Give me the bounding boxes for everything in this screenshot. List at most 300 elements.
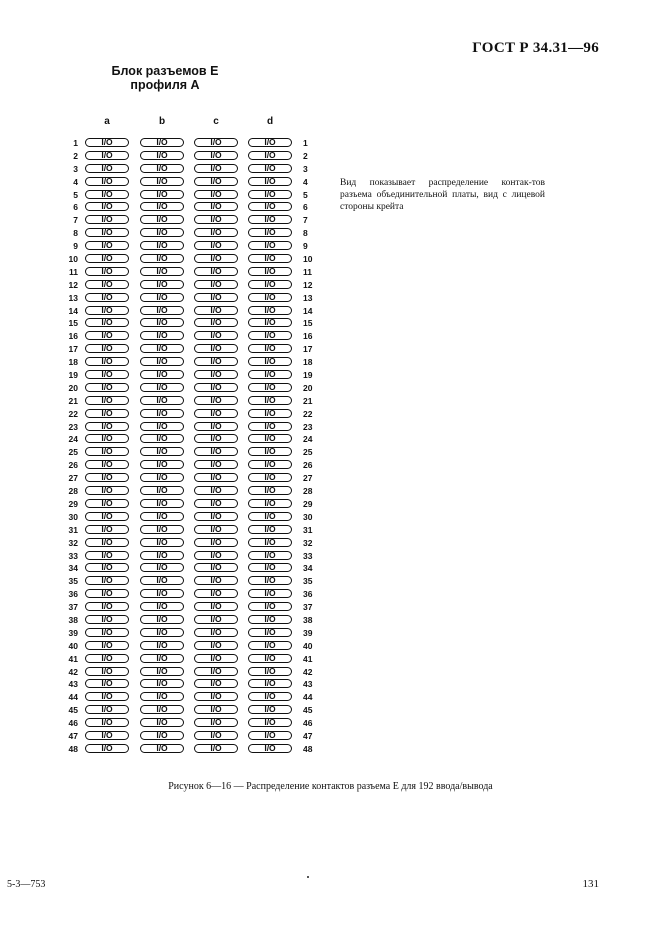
pin-a: I/O	[85, 551, 129, 560]
view-note: Вид показывает распределение контак-тов разъема объединительной платы, вид с лицевой стороны крейта	[340, 178, 545, 212]
pin-b: I/O	[140, 370, 184, 379]
pin-d: I/O	[248, 615, 292, 624]
row-number-left: 32	[68, 537, 78, 548]
pin-row	[0, 382, 661, 395]
pin-c: I/O	[194, 473, 238, 482]
row-number-left: 21	[68, 395, 78, 406]
block-title-line1: Блок разъемов E	[111, 64, 219, 78]
standard-code: ГОСТ Р 34.31—96	[472, 40, 599, 56]
pin-d: I/O	[248, 551, 292, 560]
pin-a: I/O	[85, 357, 129, 366]
row-number-right: 4	[303, 176, 308, 187]
row-number-left: 26	[68, 460, 78, 471]
connector-block-title	[90, 64, 240, 92]
pin-c: I/O	[194, 422, 238, 431]
pin-row	[0, 150, 661, 163]
pin-d: I/O	[248, 667, 292, 676]
pin-b: I/O	[140, 447, 184, 456]
pin-c: I/O	[194, 718, 238, 727]
pin-assignment-grid	[0, 137, 661, 756]
row-number-left: 7	[73, 215, 78, 226]
pin-a: I/O	[85, 280, 129, 289]
pin-row	[0, 201, 661, 214]
pin-d: I/O	[248, 744, 292, 753]
row-number-left: 3	[73, 163, 78, 174]
pin-b: I/O	[140, 138, 184, 147]
pin-d: I/O	[248, 447, 292, 456]
row-number-right: 29	[303, 498, 313, 509]
row-number-left: 4	[73, 176, 78, 187]
pin-a: I/O	[85, 615, 129, 624]
pin-b: I/O	[140, 486, 184, 495]
pin-c: I/O	[194, 563, 238, 572]
pin-c: I/O	[194, 551, 238, 560]
pin-b: I/O	[140, 164, 184, 173]
row-number-left: 18	[68, 357, 78, 368]
pin-c: I/O	[194, 615, 238, 624]
pin-d: I/O	[248, 731, 292, 740]
row-number-right: 31	[303, 524, 313, 535]
pin-c: I/O	[194, 744, 238, 753]
pin-d: I/O	[248, 589, 292, 598]
pin-row	[0, 266, 661, 279]
row-number-right: 8	[303, 228, 308, 239]
row-number-left: 10	[68, 254, 78, 265]
pin-row	[0, 227, 661, 240]
pin-b: I/O	[140, 563, 184, 572]
row-number-right: 47	[303, 730, 313, 741]
pin-c: I/O	[194, 331, 238, 340]
row-number-left: 14	[68, 305, 78, 316]
row-number-right: 20	[303, 382, 313, 393]
pin-a: I/O	[85, 718, 129, 727]
pin-d: I/O	[248, 267, 292, 276]
pin-a: I/O	[85, 499, 129, 508]
pin-row	[0, 343, 661, 356]
row-number-left: 19	[68, 370, 78, 381]
pin-row	[0, 279, 661, 292]
pin-b: I/O	[140, 628, 184, 637]
pin-row	[0, 717, 661, 730]
pin-d: I/O	[248, 718, 292, 727]
pin-row	[0, 253, 661, 266]
pin-row	[0, 550, 661, 563]
pin-d: I/O	[248, 177, 292, 186]
pin-d: I/O	[248, 705, 292, 714]
pin-row	[0, 317, 661, 330]
pin-a: I/O	[85, 370, 129, 379]
pin-d: I/O	[248, 628, 292, 637]
pin-c: I/O	[194, 164, 238, 173]
pin-row	[0, 137, 661, 150]
pin-a: I/O	[85, 228, 129, 237]
pin-b: I/O	[140, 190, 184, 199]
pin-b: I/O	[140, 679, 184, 688]
pin-row	[0, 446, 661, 459]
pin-row	[0, 588, 661, 601]
row-number-right: 10	[303, 254, 313, 265]
row-number-left: 12	[68, 279, 78, 290]
pin-c: I/O	[194, 370, 238, 379]
pin-b: I/O	[140, 667, 184, 676]
row-number-left: 16	[68, 331, 78, 342]
speck-mark	[307, 876, 309, 878]
row-number-left: 25	[68, 447, 78, 458]
pin-b: I/O	[140, 460, 184, 469]
pin-row	[0, 395, 661, 408]
pin-row	[0, 498, 661, 511]
row-number-left: 42	[68, 666, 78, 677]
pin-a: I/O	[85, 151, 129, 160]
row-number-left: 15	[68, 318, 78, 329]
row-number-left: 33	[68, 550, 78, 561]
row-number-right: 34	[303, 563, 313, 574]
row-number-right: 1	[303, 138, 308, 148]
column-header-c: c	[213, 116, 219, 127]
row-number-right: 30	[303, 511, 313, 522]
pin-b: I/O	[140, 434, 184, 443]
pin-a: I/O	[85, 654, 129, 663]
row-number-left: 28	[68, 486, 78, 497]
pin-a: I/O	[85, 267, 129, 276]
pin-c: I/O	[194, 293, 238, 302]
pin-a: I/O	[85, 331, 129, 340]
row-number-left: 13	[68, 292, 78, 303]
pin-c: I/O	[194, 447, 238, 456]
pin-a: I/O	[85, 512, 129, 521]
pin-b: I/O	[140, 151, 184, 160]
row-number-right: 24	[303, 434, 313, 445]
pin-c: I/O	[194, 190, 238, 199]
row-number-right: 28	[303, 486, 313, 497]
pin-b: I/O	[140, 409, 184, 418]
pin-a: I/O	[85, 215, 129, 224]
pin-a: I/O	[85, 241, 129, 250]
row-number-right: 26	[303, 460, 313, 471]
row-number-left: 37	[68, 602, 78, 613]
pin-c: I/O	[194, 177, 238, 186]
row-number-right: 2	[303, 150, 308, 161]
row-number-right: 43	[303, 679, 313, 690]
row-number-right: 9	[303, 241, 308, 252]
pin-c: I/O	[194, 280, 238, 289]
pin-a: I/O	[85, 434, 129, 443]
row-number-left: 38	[68, 614, 78, 625]
pin-b: I/O	[140, 254, 184, 263]
row-number-right: 35	[303, 576, 313, 587]
pin-row	[0, 292, 661, 305]
row-number-left: 20	[68, 382, 78, 393]
pin-a: I/O	[85, 705, 129, 714]
pin-c: I/O	[194, 641, 238, 650]
pin-c: I/O	[194, 679, 238, 688]
pin-b: I/O	[140, 383, 184, 392]
pin-row	[0, 653, 661, 666]
pin-d: I/O	[248, 370, 292, 379]
pin-b: I/O	[140, 215, 184, 224]
pin-c: I/O	[194, 731, 238, 740]
pin-a: I/O	[85, 293, 129, 302]
pin-a: I/O	[85, 344, 129, 353]
row-number-left: 39	[68, 627, 78, 638]
row-number-left: 8	[73, 228, 78, 239]
pin-b: I/O	[140, 473, 184, 482]
pin-d: I/O	[248, 538, 292, 547]
pin-row	[0, 666, 661, 679]
row-number-right: 23	[303, 421, 313, 432]
pin-c: I/O	[194, 357, 238, 366]
pin-d: I/O	[248, 409, 292, 418]
pin-d: I/O	[248, 151, 292, 160]
pin-c: I/O	[194, 654, 238, 663]
row-number-right: 27	[303, 473, 313, 484]
pin-d: I/O	[248, 306, 292, 315]
pin-c: I/O	[194, 460, 238, 469]
pin-d: I/O	[248, 344, 292, 353]
pin-row	[0, 562, 661, 575]
pin-a: I/O	[85, 679, 129, 688]
pin-row	[0, 485, 661, 498]
pin-b: I/O	[140, 306, 184, 315]
pin-row	[0, 704, 661, 717]
pin-b: I/O	[140, 525, 184, 534]
pin-c: I/O	[194, 499, 238, 508]
pin-a: I/O	[85, 383, 129, 392]
pin-c: I/O	[194, 538, 238, 547]
pin-d: I/O	[248, 228, 292, 237]
pin-d: I/O	[248, 473, 292, 482]
pin-a: I/O	[85, 447, 129, 456]
row-number-left: 43	[68, 679, 78, 690]
pin-b: I/O	[140, 705, 184, 714]
pin-a: I/O	[85, 589, 129, 598]
column-headers	[0, 116, 661, 130]
pin-c: I/O	[194, 202, 238, 211]
column-header-a: a	[104, 116, 110, 127]
pin-d: I/O	[248, 331, 292, 340]
row-number-left: 31	[68, 524, 78, 535]
pin-d: I/O	[248, 254, 292, 263]
pin-b: I/O	[140, 202, 184, 211]
pin-c: I/O	[194, 667, 238, 676]
pin-c: I/O	[194, 344, 238, 353]
pin-b: I/O	[140, 589, 184, 598]
pin-row	[0, 214, 661, 227]
row-number-right: 18	[303, 357, 313, 368]
row-number-right: 25	[303, 447, 313, 458]
row-number-right: 16	[303, 331, 313, 342]
pin-row	[0, 369, 661, 382]
row-number-right: 45	[303, 705, 313, 716]
row-number-left: 9	[73, 241, 78, 252]
row-number-left: 27	[68, 473, 78, 484]
pin-row	[0, 743, 661, 756]
pin-c: I/O	[194, 525, 238, 534]
pin-c: I/O	[194, 138, 238, 147]
pin-a: I/O	[85, 318, 129, 327]
pin-d: I/O	[248, 486, 292, 495]
pin-b: I/O	[140, 718, 184, 727]
row-number-right: 48	[303, 743, 313, 754]
row-number-left: 47	[68, 730, 78, 741]
pin-a: I/O	[85, 460, 129, 469]
pin-row	[0, 678, 661, 691]
row-number-right: 15	[303, 318, 313, 329]
pin-b: I/O	[140, 422, 184, 431]
row-number-left: 11	[69, 266, 78, 277]
pin-row	[0, 640, 661, 653]
pin-a: I/O	[85, 177, 129, 186]
row-number-right: 32	[303, 537, 313, 548]
pin-b: I/O	[140, 177, 184, 186]
row-number-right: 22	[303, 408, 313, 419]
pin-row	[0, 730, 661, 743]
row-number-left: 24	[68, 434, 78, 445]
row-number-left: 30	[68, 511, 78, 522]
pin-a: I/O	[85, 202, 129, 211]
pin-c: I/O	[194, 512, 238, 521]
pin-row	[0, 691, 661, 704]
row-number-left: 40	[68, 640, 78, 651]
pin-row	[0, 408, 661, 421]
pin-c: I/O	[194, 215, 238, 224]
pin-c: I/O	[194, 576, 238, 585]
pin-d: I/O	[248, 164, 292, 173]
pin-b: I/O	[140, 344, 184, 353]
pin-d: I/O	[248, 293, 292, 302]
pin-a: I/O	[85, 667, 129, 676]
pin-c: I/O	[194, 628, 238, 637]
pin-c: I/O	[194, 602, 238, 611]
row-number-left: 48	[68, 743, 78, 754]
pin-c: I/O	[194, 267, 238, 276]
row-number-right: 5	[303, 189, 308, 200]
pin-b: I/O	[140, 692, 184, 701]
pin-b: I/O	[140, 241, 184, 250]
pin-b: I/O	[140, 267, 184, 276]
pin-b: I/O	[140, 641, 184, 650]
pin-b: I/O	[140, 615, 184, 624]
pin-a: I/O	[85, 538, 129, 547]
row-number-left: 5	[73, 189, 78, 200]
row-number-left: 22	[68, 408, 78, 419]
row-number-right: 44	[303, 692, 313, 703]
pin-d: I/O	[248, 357, 292, 366]
row-number-right: 38	[303, 614, 313, 625]
pin-d: I/O	[248, 499, 292, 508]
pin-c: I/O	[194, 151, 238, 160]
pin-row	[0, 163, 661, 176]
pin-d: I/O	[248, 654, 292, 663]
row-number-right: 17	[303, 344, 313, 355]
pin-row	[0, 356, 661, 369]
row-number-right: 11	[303, 266, 312, 277]
pin-a: I/O	[85, 306, 129, 315]
row-number-left: 2	[73, 150, 78, 161]
page-number: 131	[582, 878, 599, 890]
pin-row	[0, 472, 661, 485]
pin-c: I/O	[194, 228, 238, 237]
pin-c: I/O	[194, 705, 238, 714]
pin-row	[0, 524, 661, 537]
pin-b: I/O	[140, 576, 184, 585]
pin-row	[0, 459, 661, 472]
pin-c: I/O	[194, 241, 238, 250]
pin-a: I/O	[85, 602, 129, 611]
pin-a: I/O	[85, 641, 129, 650]
pin-a: I/O	[85, 692, 129, 701]
pin-row	[0, 240, 661, 253]
pin-b: I/O	[140, 280, 184, 289]
pin-d: I/O	[248, 396, 292, 405]
pin-row	[0, 421, 661, 434]
pin-d: I/O	[248, 280, 292, 289]
row-number-left: 46	[68, 718, 78, 729]
pin-d: I/O	[248, 422, 292, 431]
pin-d: I/O	[248, 215, 292, 224]
row-number-left: 41	[68, 653, 78, 664]
pin-a: I/O	[85, 190, 129, 199]
pin-b: I/O	[140, 499, 184, 508]
pin-a: I/O	[85, 628, 129, 637]
pin-row	[0, 433, 661, 446]
row-number-left: 23	[68, 421, 78, 432]
pin-c: I/O	[194, 692, 238, 701]
pin-b: I/O	[140, 228, 184, 237]
pin-b: I/O	[140, 602, 184, 611]
pin-row	[0, 575, 661, 588]
pin-a: I/O	[85, 576, 129, 585]
pin-b: I/O	[140, 357, 184, 366]
pin-c: I/O	[194, 409, 238, 418]
pin-b: I/O	[140, 744, 184, 753]
pin-d: I/O	[248, 512, 292, 521]
pin-row	[0, 189, 661, 202]
pin-d: I/O	[248, 679, 292, 688]
pin-row	[0, 330, 661, 343]
pin-row	[0, 627, 661, 640]
footer-code: 5-3—753	[7, 879, 46, 890]
row-number-left: 34	[68, 563, 78, 574]
pin-a: I/O	[85, 486, 129, 495]
pin-d: I/O	[248, 318, 292, 327]
pin-c: I/O	[194, 306, 238, 315]
pin-a: I/O	[85, 473, 129, 482]
pin-d: I/O	[248, 563, 292, 572]
pin-d: I/O	[248, 576, 292, 585]
row-number-right: 37	[303, 602, 313, 613]
pin-b: I/O	[140, 331, 184, 340]
row-number-right: 33	[303, 550, 313, 561]
block-title-line2: профиля A	[130, 78, 200, 92]
row-number-left: 29	[68, 498, 78, 509]
pin-a: I/O	[85, 138, 129, 147]
pin-c: I/O	[194, 434, 238, 443]
pin-d: I/O	[248, 525, 292, 534]
pin-row	[0, 511, 661, 524]
pin-b: I/O	[140, 538, 184, 547]
pin-b: I/O	[140, 318, 184, 327]
row-number-left: 44	[68, 692, 78, 703]
pin-row	[0, 305, 661, 318]
row-number-left: 36	[68, 589, 78, 600]
column-header-b: b	[158, 116, 166, 127]
pin-c: I/O	[194, 254, 238, 263]
pin-c: I/O	[194, 396, 238, 405]
pin-a: I/O	[85, 164, 129, 173]
pin-c: I/O	[194, 383, 238, 392]
pin-d: I/O	[248, 692, 292, 701]
